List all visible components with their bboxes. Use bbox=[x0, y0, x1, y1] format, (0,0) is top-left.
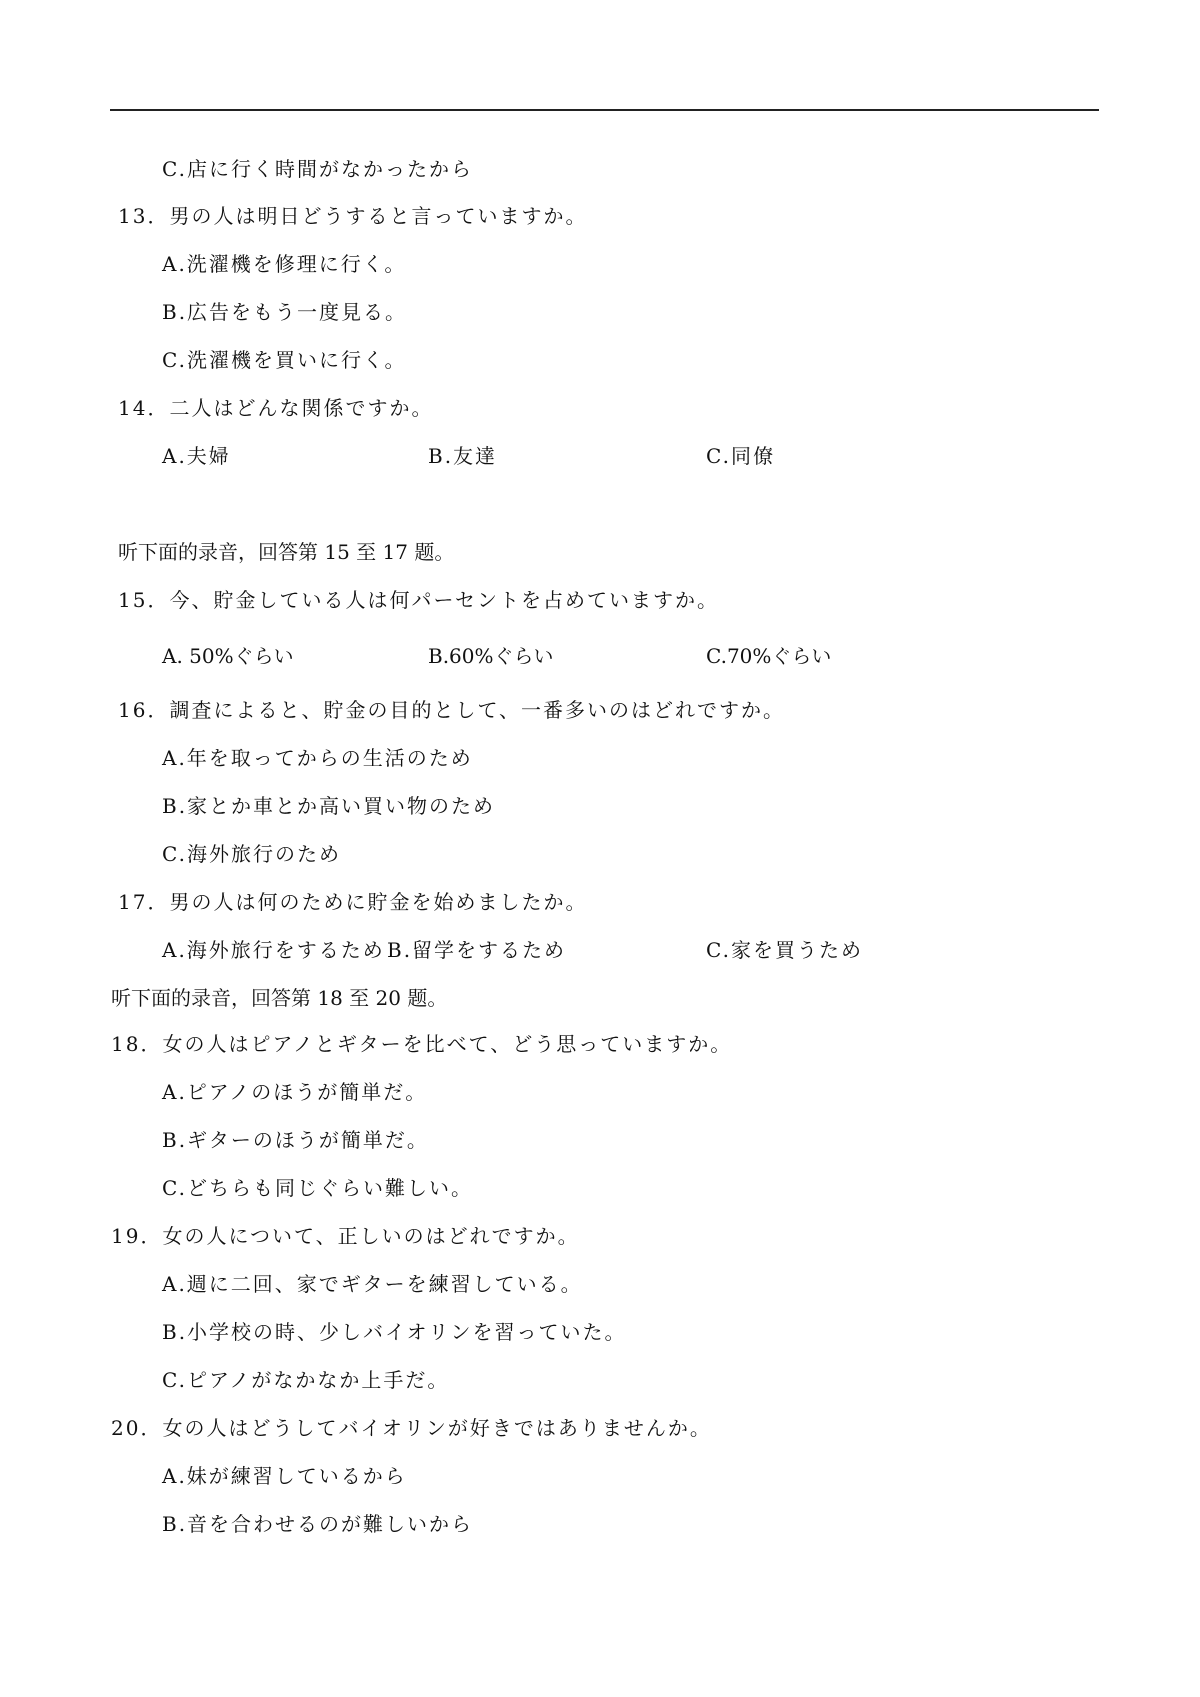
section-heading-18-20: 听下面的录音，回答第 18 至 20 题。 bbox=[111, 986, 448, 1010]
q14-option-b: B.友達 bbox=[428, 444, 498, 468]
question-20: 20．女の人はどうしてバイオリンが好きではありませんか。 bbox=[111, 1416, 712, 1440]
q13-option-c: C.洗濯機を買いに行く。 bbox=[162, 348, 407, 372]
q20-option-b: B.音を合わせるのが難しいから bbox=[162, 1512, 474, 1536]
q18-option-b: B.ギターのほうが簡単だ。 bbox=[162, 1128, 429, 1152]
question-16: 16．調査によると、貯金の目的として、一番多いのはどれですか。 bbox=[118, 698, 786, 722]
q14-option-c: C.同僚 bbox=[706, 444, 775, 468]
question-17: 17．男の人は何のために貯金を始めましたか。 bbox=[118, 890, 588, 914]
question-19: 19．女の人について、正しいのはどれですか。 bbox=[111, 1224, 580, 1248]
q17-option-b: B.留学をするため bbox=[387, 938, 567, 962]
q20-option-a: A.妹が練習しているから bbox=[162, 1464, 407, 1488]
q15-option-a: A. 50%ぐらい bbox=[162, 644, 294, 668]
q18-option-c: C.どちらも同じぐらい難しい。 bbox=[162, 1176, 473, 1200]
q15-option-b: B.60%ぐらい bbox=[428, 644, 554, 668]
q19-option-b: B.小学校の時、少しバイオリンを習っていた。 bbox=[162, 1320, 627, 1344]
q13-option-b: B.広告をもう一度見る。 bbox=[162, 300, 408, 324]
q18-option-a: A.ピアノのほうが簡単だ。 bbox=[162, 1080, 428, 1104]
q13-option-a: A.洗濯機を修理に行く。 bbox=[162, 252, 407, 276]
q16-option-b: B.家とか車とか高い買い物のため bbox=[162, 794, 496, 818]
header-rule bbox=[110, 109, 1099, 111]
q19-option-a: A.週に二回、家でギターを練習している。 bbox=[162, 1272, 583, 1296]
section-heading-15-17: 听下面的录音，回答第 15 至 17 题。 bbox=[118, 540, 455, 564]
question-14: 14．二人はどんな関係ですか。 bbox=[118, 396, 434, 420]
q17-option-c: C.家を買うため bbox=[706, 938, 863, 962]
question-15: 15．今、貯金している人は何パーセントを占めていますか。 bbox=[118, 588, 720, 612]
q19-option-c: C.ピアノがなかなか上手だ。 bbox=[162, 1368, 450, 1392]
q16-option-c: C.海外旅行のため bbox=[162, 842, 341, 866]
q14-option-a: A.夫婦 bbox=[162, 444, 231, 468]
question-18: 18．女の人はピアノとギターを比べて、どう思っていますか。 bbox=[111, 1032, 733, 1056]
q15-option-c: C.70%ぐらい bbox=[706, 644, 832, 668]
q17-option-a: A.海外旅行をするため bbox=[162, 938, 385, 962]
question-13: 13．男の人は明日どうすると言っていますか。 bbox=[118, 204, 588, 228]
q12-option-c: C.店に行く時間がなかったから bbox=[162, 157, 473, 181]
q16-option-a: A.年を取ってからの生活のため bbox=[162, 746, 473, 770]
